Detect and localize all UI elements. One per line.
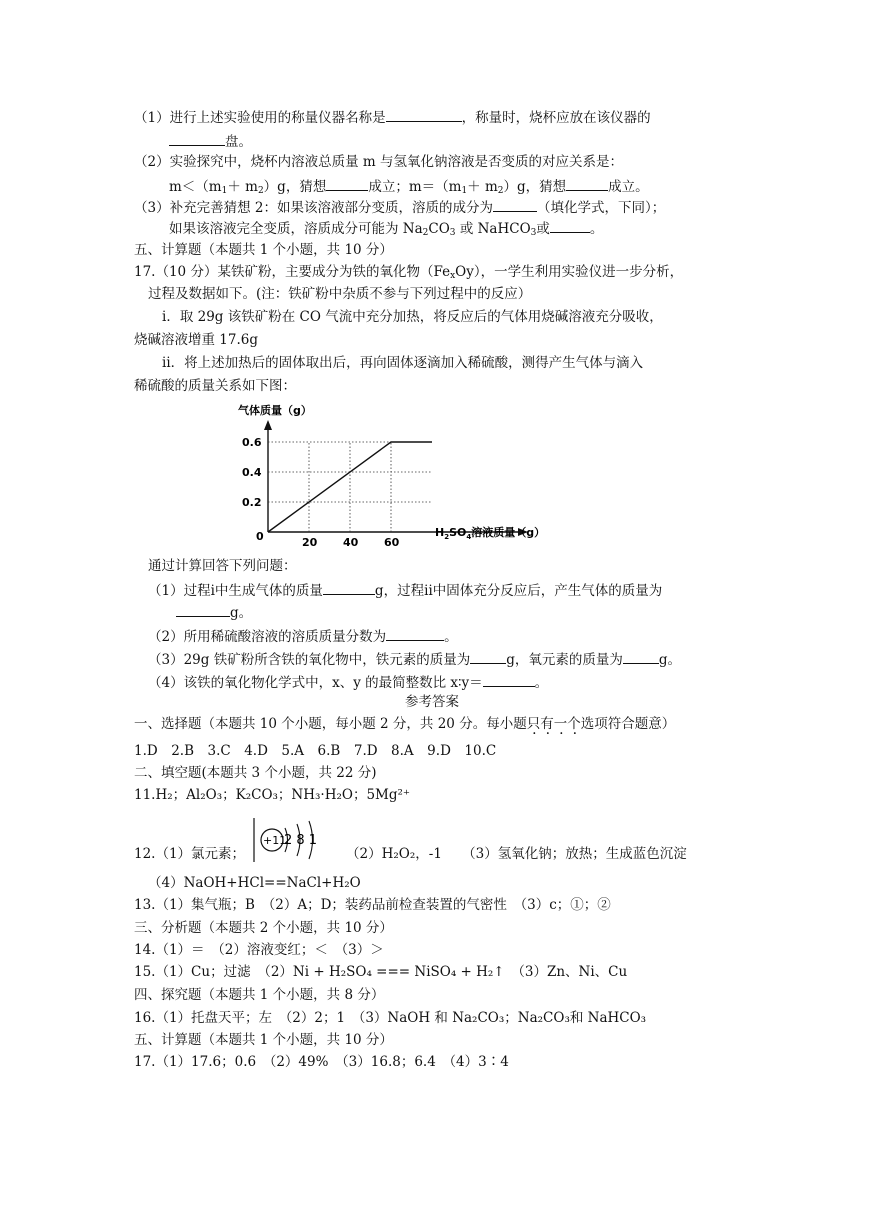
answer-12-part4: （4）NaOH+HCl==NaCl+H₂O [148, 875, 361, 891]
svg-text:+11: +11 [263, 834, 287, 847]
q17-stem-line2: 过程及数据如下。(注：铁矿粉中杂质不参与下列过程中的反应） [148, 286, 532, 302]
answer-16: 16.（1）托盘天平；左 （2）2；1 （3）NaOH 和 Na₂CO₃；Na₂CO₃和 NaHCO₃ [134, 1010, 647, 1026]
q17-step-i-line1: ⅰ．取 29g 该铁矿粉在 CO 气流中充分加热，将反应后的气体用烧碱溶液充分吸收， [162, 309, 663, 325]
answer-section-one-title: 一、选择题（本题共 10 个小题，每小题 2 分，共 20 分。每小题只有一个选项符合题意） [134, 716, 676, 732]
q17-question-4: （4）该铁的氧化物化学式中，x、y 的最简整数比 x∶y＝ 。 [148, 672, 548, 692]
q17-step-ii-line2: 稀硫酸的质量关系如下图： [134, 378, 296, 394]
answer-section-two-title: 二、填空题(本题共 3 个小题，共 22 分) [134, 765, 377, 781]
answer-11: 11.H₂；Al₂O₃；K₂CO₃；NH₃·H₂O；5Mg²⁺ [134, 787, 411, 803]
answer-multiple-choice: 1.D 2.B 3.C 4.D 5.A 6.B 7.D 8.A 9.D 10.C [134, 743, 497, 759]
q17-step-i-line2: 烧碱溶液增重 17.6g [134, 332, 258, 348]
chart-y-axis-arrow [264, 420, 272, 430]
chart-x-tick-label: 40 [343, 536, 359, 549]
answer-blank[interactable] [623, 649, 659, 664]
chart-series-line [268, 442, 432, 532]
section-five-title: 五、计算题（本题共 1 个小题，共 10 分） [134, 242, 393, 258]
answer-blank[interactable] [566, 176, 608, 191]
answer-blank[interactable] [493, 197, 537, 212]
q17-question-1-line2: g。 [176, 602, 252, 622]
answer-15: 15.（1）Cu；过滤 （2）Ni + H₂SO₄ === NiSO₄ + H₂↑ （3）Zn、Ni、Cu [134, 964, 628, 980]
answer-13: 13.（1）集气瓶；B （2）A；D；装药品前检查装置的气密性 （3）c；①；② [134, 897, 611, 913]
chart-y-axis-label: 气体质量（g） [238, 404, 312, 417]
answer-section-five-title: 五、计算题（本题共 1 个小题，共 10 分） [134, 1032, 393, 1048]
q16-part1-line2: 盘。 [169, 131, 252, 151]
q16-part2-line1: （2）实验探究中，烧杯内溶液总质量 m 与氢氧化钠溶液是否变质的对应关系是： [134, 154, 623, 170]
q17-question-2: （2）所用稀硫酸溶液的溶质质量分数为 。 [148, 626, 458, 646]
gas-mass-chart [230, 400, 570, 550]
svg-text:2 8 1: 2 8 1 [284, 833, 318, 848]
answer-12-line1-rest: （2）H₂O₂，-1 （3）氢氧化钠；放热；生成蓝色沉淀 [346, 846, 687, 862]
chart-x-axis-label: $H_2SO_4$溶液质量（g） [435, 526, 546, 541]
answer-section-four-title: 四、探究题（本题共 1 个小题，共 8 分） [134, 987, 385, 1003]
answer-blank[interactable] [483, 672, 535, 687]
answer-blank[interactable] [550, 218, 590, 233]
chart-y-tick-label: 0.4 [242, 466, 262, 479]
q17-step-ii-line1: ⅱ．将上述加热后的固体取出后，再向固体逐滴加入稀硫酸，测得产生气体与滴入 [162, 355, 644, 371]
answer-blank[interactable] [169, 131, 225, 146]
answer-14: 14.（1）＝ （2）溶液变红；＜ （3）＞ [134, 942, 384, 958]
answer-blank[interactable] [386, 626, 444, 641]
chart-origin-label: 0 [256, 530, 264, 543]
answer-section-three-title: 三、分析题（本题共 2 个小题，共 10 分） [134, 920, 393, 936]
chart-y-tick-label: 0.2 [242, 496, 262, 509]
answer-blank[interactable] [470, 649, 506, 664]
q16-part3-line1: （3）补充完善猜想 2：如果该溶液部分变质，溶质的成分为 （填化学式，下同）； [134, 197, 665, 217]
q16-part2-line2: $m<(m_1+ m_2)g$，猜想 成立；$m=(m_1+ m_2)g$，猜想 成立。 [169, 176, 649, 200]
chart-y-tick-label: 0.6 [242, 436, 262, 449]
answer-blank[interactable] [176, 602, 230, 617]
answer-17: 17.（1）17.6；0.6 （2）49% （3）16.8；6.4 （4）3∶4 [134, 1054, 509, 1070]
answer-blank[interactable] [386, 107, 462, 122]
answer-key-title: 参考答案 [405, 694, 459, 710]
chart-x-tick-label: 60 [384, 536, 400, 549]
q17-prompt: 通过计算回答下列问题： [148, 558, 297, 574]
q17-question-3: （3）29g 铁矿粉所含铁的氧化物中，铁元素的质量为 g，氧元素的质量为 g。 [148, 649, 681, 669]
q17-question-1-line1: （1）过程ⅰ中生成气体的质量 g，过程ⅱ中固体充分反应后，产生气体的质量为 [148, 580, 662, 600]
answer-blank[interactable] [323, 580, 375, 595]
answer-12-line1-prefix: 12.（1）氯元素； [134, 846, 246, 862]
sodium-atom-structure-diagram [252, 818, 332, 862]
q16-part3-line2: 如果该溶液完全变质，溶质成分可能为 $Na_2CO_3$ 或 NaHCO$_3$或 。 [169, 218, 603, 242]
answer-blank[interactable] [326, 176, 368, 191]
q17-stem-line1: 17.（10 分）某铁矿粉，主要成分为铁的氧化物$(Fe_xOy)$，一学生利用实验仪进一步分析， [134, 264, 684, 281]
q16-part1-line1: （1）进行上述实验使用的称量仪器名称是 ，称量时，烧杯应放在该仪器的 [134, 107, 651, 127]
chart-x-tick-label: 20 [302, 536, 318, 549]
